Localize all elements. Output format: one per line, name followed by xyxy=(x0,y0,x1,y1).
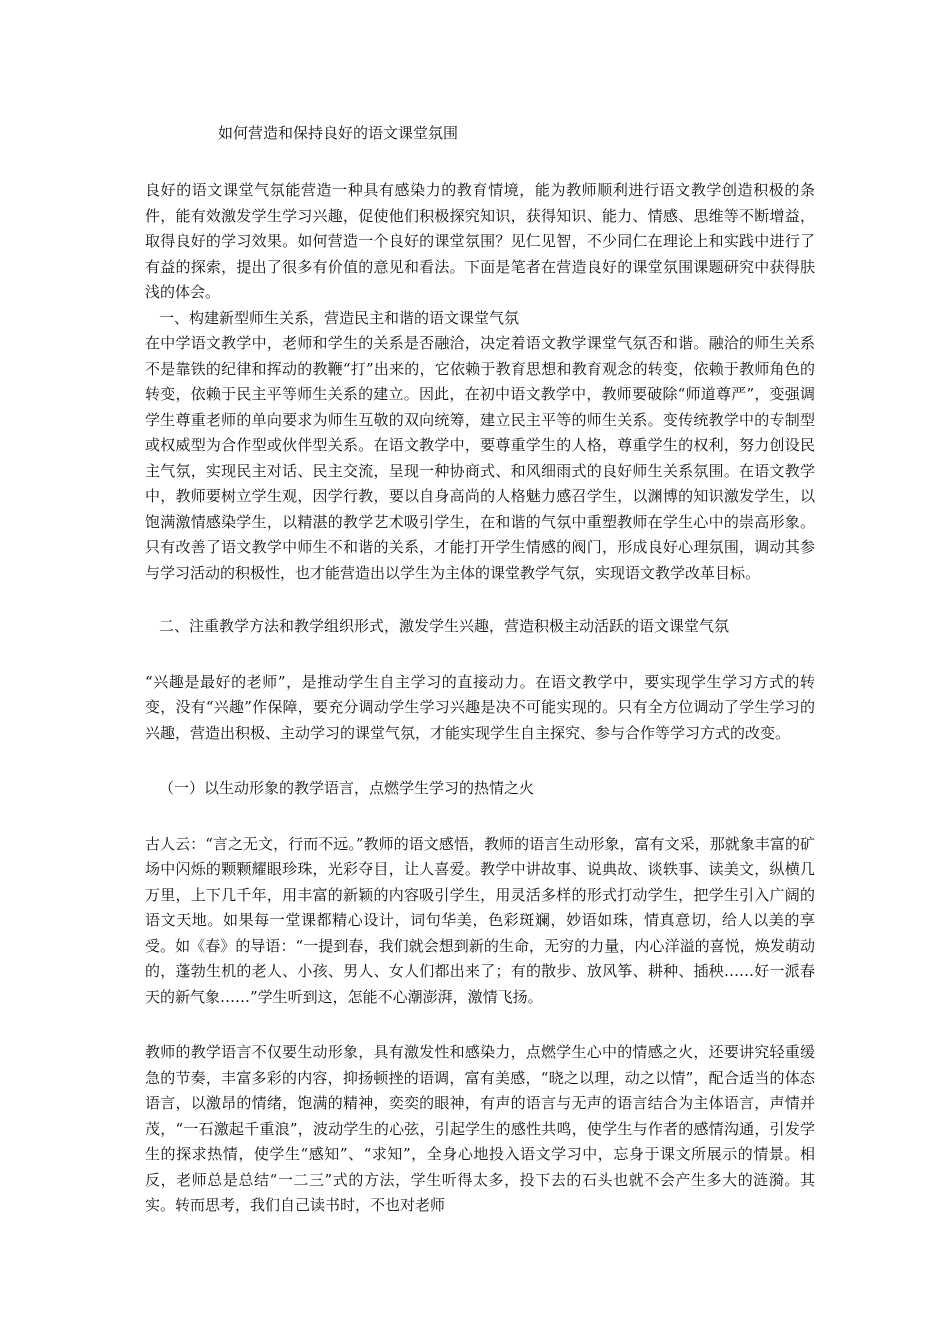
subsection-1-paragraph-1: 古人云：“言之无文，行而不远。”教师的语文感悟，教师的语言生动形象，富有文采，那就象丰富的矿场中闪烁的颗颗耀眼珍珠，光彩夺目，让人喜爱。教学中讲故事、说典故、谈轶事、读美文，纵横几万里，上下几千年，用丰富的新颖的内容吸引学生，用灵活多样的形式打动学生，把学生引入广阔的语文天地。如果每一堂课都精心设计，词句华美，色彩斑斓，妙语如珠，情真意切，给人以美的享受。如《春》的导语：“一提到春，我们就会想到新的生命，无穷的力量，内心洋溢的喜悦，焕发萌动的，蓬勃生机的老人、小孩、男人、女人们都出来了；有的散步、放风筝、耕种、插秧……好一派春天的新气象……”学生听到这，怎能不心潮澎湃，激情飞扬。 xyxy=(145,834,815,1006)
document-page xyxy=(145,118,815,1219)
section-1-paragraph: 在中学语文教学中，老师和学生的关系是否融洽，决定着语文教学课堂气氛否和谐。融洽的师生关系不是靠铁的纪律和挥动的教鞭“打”出来的，它依赖于教育思想和教育观念的转变，依赖于教师角色的转变，依赖于民主平等师生关系的建立。因此，在初中语文教学中，教师要破除“师道尊严”，变强调学生尊重老师的单向要求为师生互敬的双向统筹，建立民主平等的师生关系。变传统教学中的专制型或权威型为合作型或伙伴型关系。在语文教学中，要尊重学生的人格，尊重学生的权利，努力创设民主气氛，实现民主对话、民主交流，呈现一种协商式、和风细雨式的良好师生关系氛围。在语文教学中，教师要树立学生观，因学行教，要以自身高尚的人格魅力感召学生，以渊博的知识激发学生，以饱满激情感染学生，以精湛的教学艺术吸引学生，在和谐的气氛中重塑教师在学生心中的崇高形象。只有改善了语文教学中师生不和谐的关系，才能打开学生情感的阀门，形成良好心理氛围，调动其参与学习活动的积极性，也才能营造出以学生为主体的课堂教学气氛，实现语文教学改革目标。 xyxy=(145,334,815,582)
section-2-heading: 二、注重教学方法和教学组织形式，激发学生兴趣，营造积极主动活跃的语文课堂气氛 xyxy=(159,617,730,635)
section-2-paragraph: “兴趣是最好的老师”，是推动学生自主学习的直接动力。在语文教学中，要实现学生学习方式的转变，没有“兴趣”作保障，要充分调动学生学习兴趣是决不可能实现的。只有全方位调动了学生学习的兴趣，营造出积极、主动学习的课堂气氛，才能实现学生自主探究、参与合作等学习方式的改变。 xyxy=(145,672,815,742)
subsection-1-paragraph-2: 教师的教学语言不仅要生动形象，具有激发性和感染力，点燃学生心中的情感之火，还要讲究轻重缓急的节奏，丰富多彩的内容，抑扬顿挫的语调，富有美感，“晓之以理，动之以情”，配合适当的体态语言，以激昂的情绪，饱满的精神，奕奕的眼神，有声的语言与无声的语言结合为主体语言，声情并茂，“一石激起千重浪”，波动学生的心弦，引起学生的感性共鸣，使学生与作者的感情沟通，引发学生的探求热情，使学生“感知”、“求知”，全身心地投入语文学习中，忘身于课文所展示的情景。相反，老师总是总结“一二三”式的方法，学生听得太多，投下去的石头也就不会产生多大的涟漪。其实。转而思考，我们自己读书时，不也对老师 xyxy=(145,1043,815,1214)
section-1-heading: 一、构建新型师生关系，营造民主和谐的语文课堂气氛 xyxy=(159,308,520,327)
intro-paragraph: 良好的语文课堂气氛能营造一种具有感染力的教育情境，能为教师顺利进行语文教学创造积极的条件，能有效激发学生学习兴趣，促使他们积极探究知识，获得知识、能力、情感、思维等不断增益，取得良好的学习效果。如何营造一个良好的课堂氛围？见仁见智，不少同仁在理论上和实践中进行了有益的探索，提出了很多有价值的意见和看法。下面是笔者在营造良好的课堂氛围课题研究中获得肤浅的体会。 xyxy=(145,181,815,301)
document-title: 如何营造和保持良好的语文课堂氛围 xyxy=(218,124,459,142)
subsection-1-heading: （一）以生动形象的教学语言，点燃学生学习的热情之火 xyxy=(159,779,535,797)
